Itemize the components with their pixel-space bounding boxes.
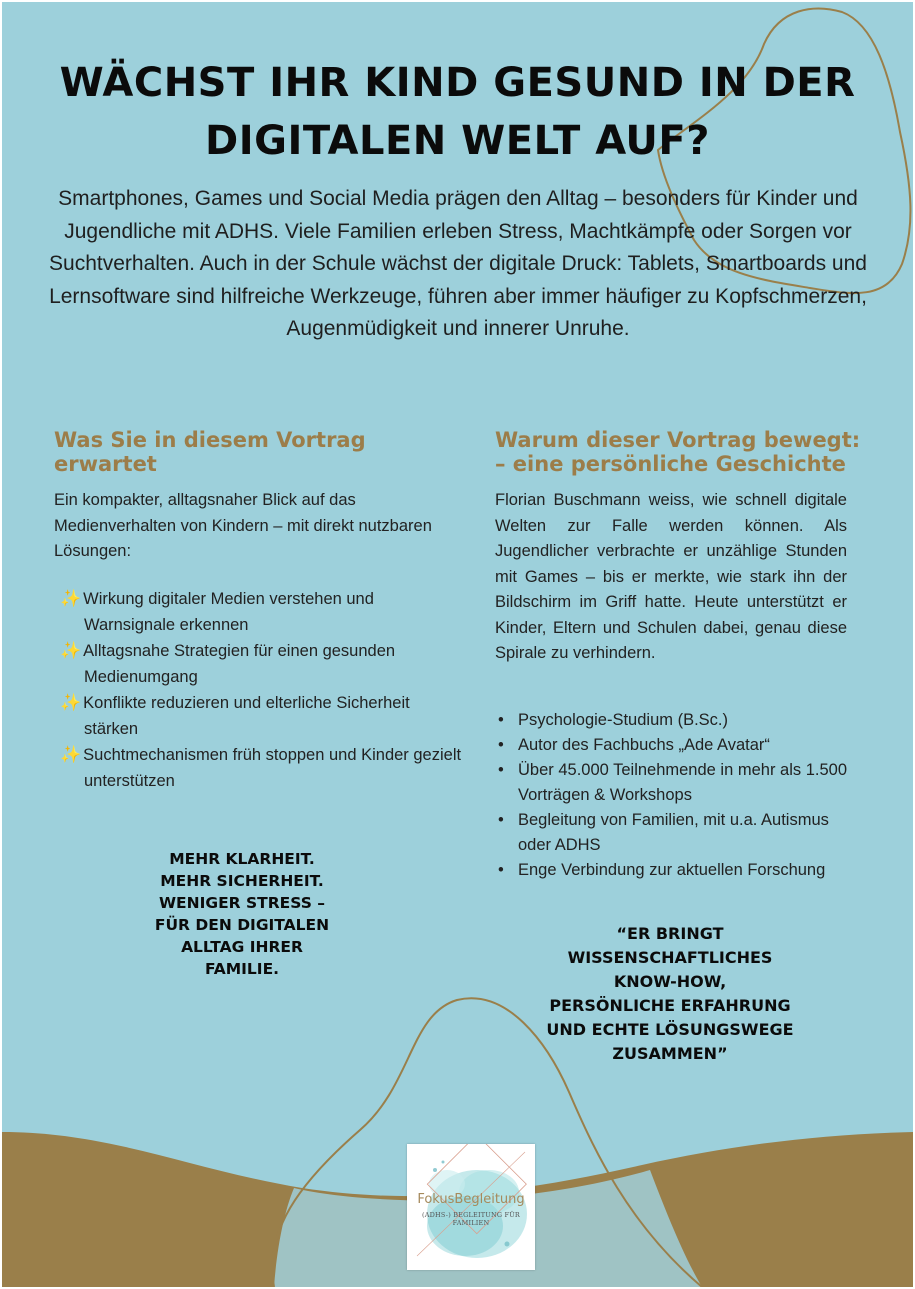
callout-line: FÜR DEN DIGITALEN <box>154 916 330 934</box>
left-intro: Ein kompakter, alltagsnaher Blick auf das Medienverhalten von Kindern – mit direkt nutzbaren Lösungen: <box>54 491 432 560</box>
quote-line: KNOW-HOW, <box>613 972 727 991</box>
callout-line: MEHR SICHERHEIT. <box>160 872 324 890</box>
left-heading: Was Sie in diesem Vortrag erwartet <box>54 428 366 476</box>
sparkle-icon: ✨ <box>60 745 82 764</box>
list-item: • Begleitung von Familien, mit u.a. Autismus oder ADHS <box>518 808 858 858</box>
list-item-text: Alltagsnahe Strategien für einen gesunden Medienumgang <box>83 642 396 686</box>
list-item <box>54 586 464 638</box>
quote-line: “ER BRINGT <box>616 924 724 943</box>
callout-line: MEHR KLARHEIT. <box>169 850 315 868</box>
intro-text: Smartphones, Games und Social Media prägen den Alltag – besonders für Kinder und Jugendliche mit ADHS. Viele Familien erleben Stress, Machtkämpfe oder Sorgen vor Suchtverhalten. Auch in der Schule wächst der digitale Druck: Tablets, Smartboards und Lernsoftware sind hilfreiche Werkzeuge, führen aber immer häufiger zu Kopfschmerzen, Augenmüdigkeit und innerer Unruhe. <box>49 187 867 340</box>
list-item-text: Suchtmechanismen früh stoppen und Kinder gezielt unterstützen <box>83 746 462 790</box>
list-item: • Enge Verbindung zur aktuellen Forschung <box>518 858 858 883</box>
logo <box>407 1144 535 1270</box>
benefit-list <box>54 586 464 794</box>
right-heading <box>495 428 895 476</box>
logo-watercolor-icon <box>407 1144 535 1270</box>
logo-subtitle: (ADHS-) BEGLEITUNG FÜR FAMILIEN <box>422 1211 520 1227</box>
right-heading-line-2: – eine persönliche Geschichte <box>495 452 846 476</box>
quote-line: WISSENSCHAFTLICHES <box>567 948 773 967</box>
list-item <box>54 690 464 742</box>
credentials-list <box>518 708 858 883</box>
list-item: • Über 45.000 Teilnehmende in mehr als 1.500 Vorträgen & Workshops <box>518 758 858 808</box>
list-item: • Autor des Fachbuchs „Ade Avatar“ <box>518 733 858 758</box>
callout-line: FAMILIE. <box>204 960 280 978</box>
sparkle-icon: ✨ <box>60 693 82 712</box>
quote-line: PERSÖNLICHE ERFAHRUNG <box>549 996 791 1015</box>
sparkle-icon: ✨ <box>60 641 82 660</box>
right-heading-line-1: Warum dieser Vortrag bewegt: <box>495 428 861 452</box>
list-item <box>54 638 464 690</box>
callout-line: WENIGER STRESS – <box>158 894 326 912</box>
callout-line: ALLTAG IHRER <box>181 938 303 956</box>
page-title <box>2 54 913 170</box>
list-item: • Psychologie-Studium (B.Sc.) <box>518 708 858 733</box>
quote-callout <box>532 922 808 1066</box>
left-callout <box>122 848 362 980</box>
quote-line: ZUSAMMEN” <box>612 1044 728 1063</box>
right-story-text: Florian Buschmann weiss, wie schnell digitale Welten zur Falle werden können. Als Jugendlicher verbrachte er unzählige Stunden mit Games – bis er merkte, wie stark ihn der Bildschirm im Griff hatte. Heute unterstützt er Kinder, Eltern und Schulen dabei, genau diese Spirale zu verhindern. <box>495 491 847 662</box>
quote-line: UND ECHTE LÖSUNGSWEGE <box>546 1020 794 1039</box>
list-item-text: Wirkung digitaler Medien verstehen und Warnsignale erkennen <box>83 590 374 634</box>
title-line-2: DIGITALEN WELT AUF? <box>205 118 710 164</box>
logo-name: FokusBegleitung <box>417 1192 525 1207</box>
list-item-text: Konflikte reduzieren und elterliche Sicherheit stärken <box>83 694 410 738</box>
list-item <box>54 742 464 794</box>
poster <box>2 2 913 1287</box>
title-line-1: WÄCHST IHR KIND GESUND IN DER <box>59 60 856 106</box>
sparkle-icon: ✨ <box>60 589 82 608</box>
